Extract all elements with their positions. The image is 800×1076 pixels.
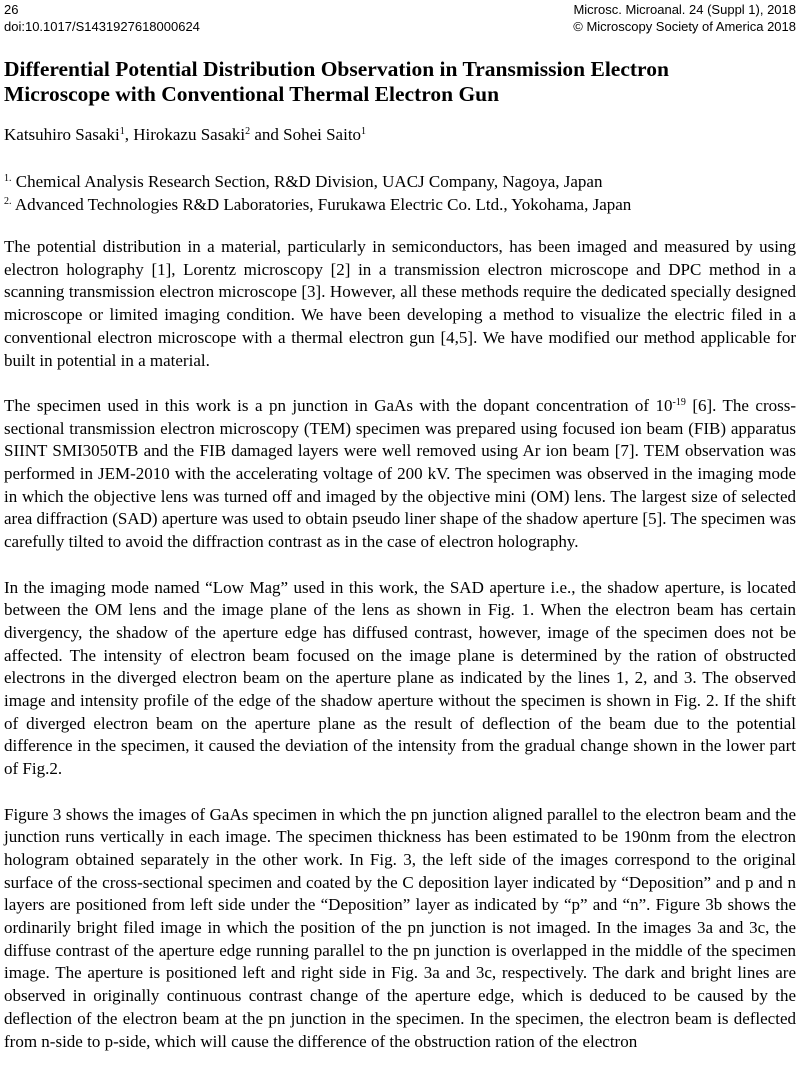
paragraph: Figure 3 shows the images of GaAs specimen in which the pn junction aligned parallel to the electron beam and the junction runs vertically in each image. The specimen thickness has been estimated to be 190nm from the electron hologram obtained separately in the other work. In Fig. 3, the left side of the images correspond to the original surface of the cross-sectional specimen and coated by the C deposition layer indicated by “Deposition” and p and n layers are positioned from left side under the “Deposition” layer as indicated by “p” and “n”. Figure 3b shows the ordinarily bright filed image in which the position of the pn junction is not imaged. In the images 3a and 3c, the diffuse contrast of the aperture edge running parallel to the pn junction is overlapped in the middle of the specimen image. The aperture is positioned left and right side in Fig. 3a and 3c, respectively. The dark and bright lines are observed in originally continuous contrast change of the aperture edge, which is deduced to be caused by the deflection of the electron beam at the pn junction in the specimen. In the specimen, the electron beam is deflected from n-side to p-side, which will cause the difference of the obstruction ration of the electron [4, 804, 796, 1051]
author-affiliation-mark: 1 [119, 126, 125, 137]
title-line: Microscope with Conventional Thermal Electron Gun [4, 82, 500, 106]
affiliation-number: 2. [4, 195, 12, 207]
affiliation-text: Advanced Technologies R&D Laboratories, Furukawa Electric Co. Ltd., Yokohama, Japan [14, 194, 632, 214]
author-affiliation-mark: 2 [245, 126, 251, 137]
title-line: Differential Potential Distribution Observation in Transmission Electron [4, 57, 669, 81]
paper-title [4, 57, 796, 107]
author-name: Sohei Saito [283, 125, 362, 144]
affiliation-number: 1. [4, 173, 12, 184]
author-affiliation-mark: 1 [361, 126, 367, 137]
header-right [573, 1, 796, 35]
doi: doi:10.1017/S1431927618000624 [4, 19, 200, 34]
paragraph: The potential distribution in a material, particularly in semiconductors, has been imaged and measured by using electron holography [1], Lorentz microscopy [2] in a transmission electron microscope and DPC method in a scanning transmission electron microscope [3]. However, all these methods require the dedicated specially designed microscope or limited imaging condition. We have been developing a method to visualize the electric filed in a conventional electron microscope with a thermal electron gun [4,5]. We have modified our method applicable for built in potential in a material. [4, 237, 796, 370]
affiliation-list [4, 171, 631, 216]
affiliation-text: Chemical Analysis Research Section, R&D Division, UACJ Company, Nagoya, Japan [15, 172, 603, 191]
copyright: © Microscopy Society of America 2018 [573, 19, 796, 34]
affiliation [4, 194, 631, 217]
paragraph: In the imaging mode named “Low Mag” used in this work, the SAD aperture i.e., the shadow aperture, is located between the OM lens and the image plane of the lens as shown in Fig. 1. When the electron beam has certain divergency, the shadow of the aperture edge has diffused contrast, however, image of the specimen does not be affected. The intensity of electron beam focused on the image plane is determined by the ration of obstructed electrons in the diverged electron beam on the aperture plane as indicated by the lines 1, 2, and 3. The observed image and intensity profile of the edge of the shadow aperture without the specimen is shown in Fig. 2. If the shift of diverged electron beam on the aperture plane as the result of deflection of the beam due to the potential difference in the specimen, it caused the deviation of the intensity from the gradual change shown in the lower part of Fig.2. [4, 577, 796, 779]
paragraph-text: [6]. The cross-sectional transmission electron microscopy (TEM) specimen was prepared using focused ion beam (FIB) apparatus SIINT SMI3050TB and the FIB damaged layers were well removed using Ar ion beam [7]. TEM observation was performed in JEM-2010 with the accelerating voltage of 200 kV. The specimen was observed in the imaging mode in which the objective lens was turned off and imaged by the objective mini (OM) lens. The largest size of selected area diffraction (SAD) aperture was used to obtain pseudo liner shape of the shadow aperture [5]. The specimen was carefully tilted to avoid the diffraction contrast as in the case of electron holography. [4, 395, 797, 552]
author-separator: , [124, 125, 134, 144]
author-name: Hirokazu Sasaki [133, 125, 246, 144]
page-number: 26 [4, 2, 19, 17]
paragraph [4, 395, 796, 554]
author-separator: and [250, 125, 284, 144]
author-name: Katsuhiro Sasaki [4, 125, 120, 144]
exponent: -19 [672, 396, 686, 408]
author-list [4, 124, 366, 146]
paragraph-text: The specimen used in this work is a pn junction in GaAs with the dopant concentration of 10 [4, 395, 673, 415]
affiliation [4, 171, 631, 194]
header-left [4, 1, 200, 35]
journal-citation: Microsc. Microanal. 24 (Suppl 1), 2018 [573, 2, 796, 17]
abstract-body [4, 236, 796, 1076]
